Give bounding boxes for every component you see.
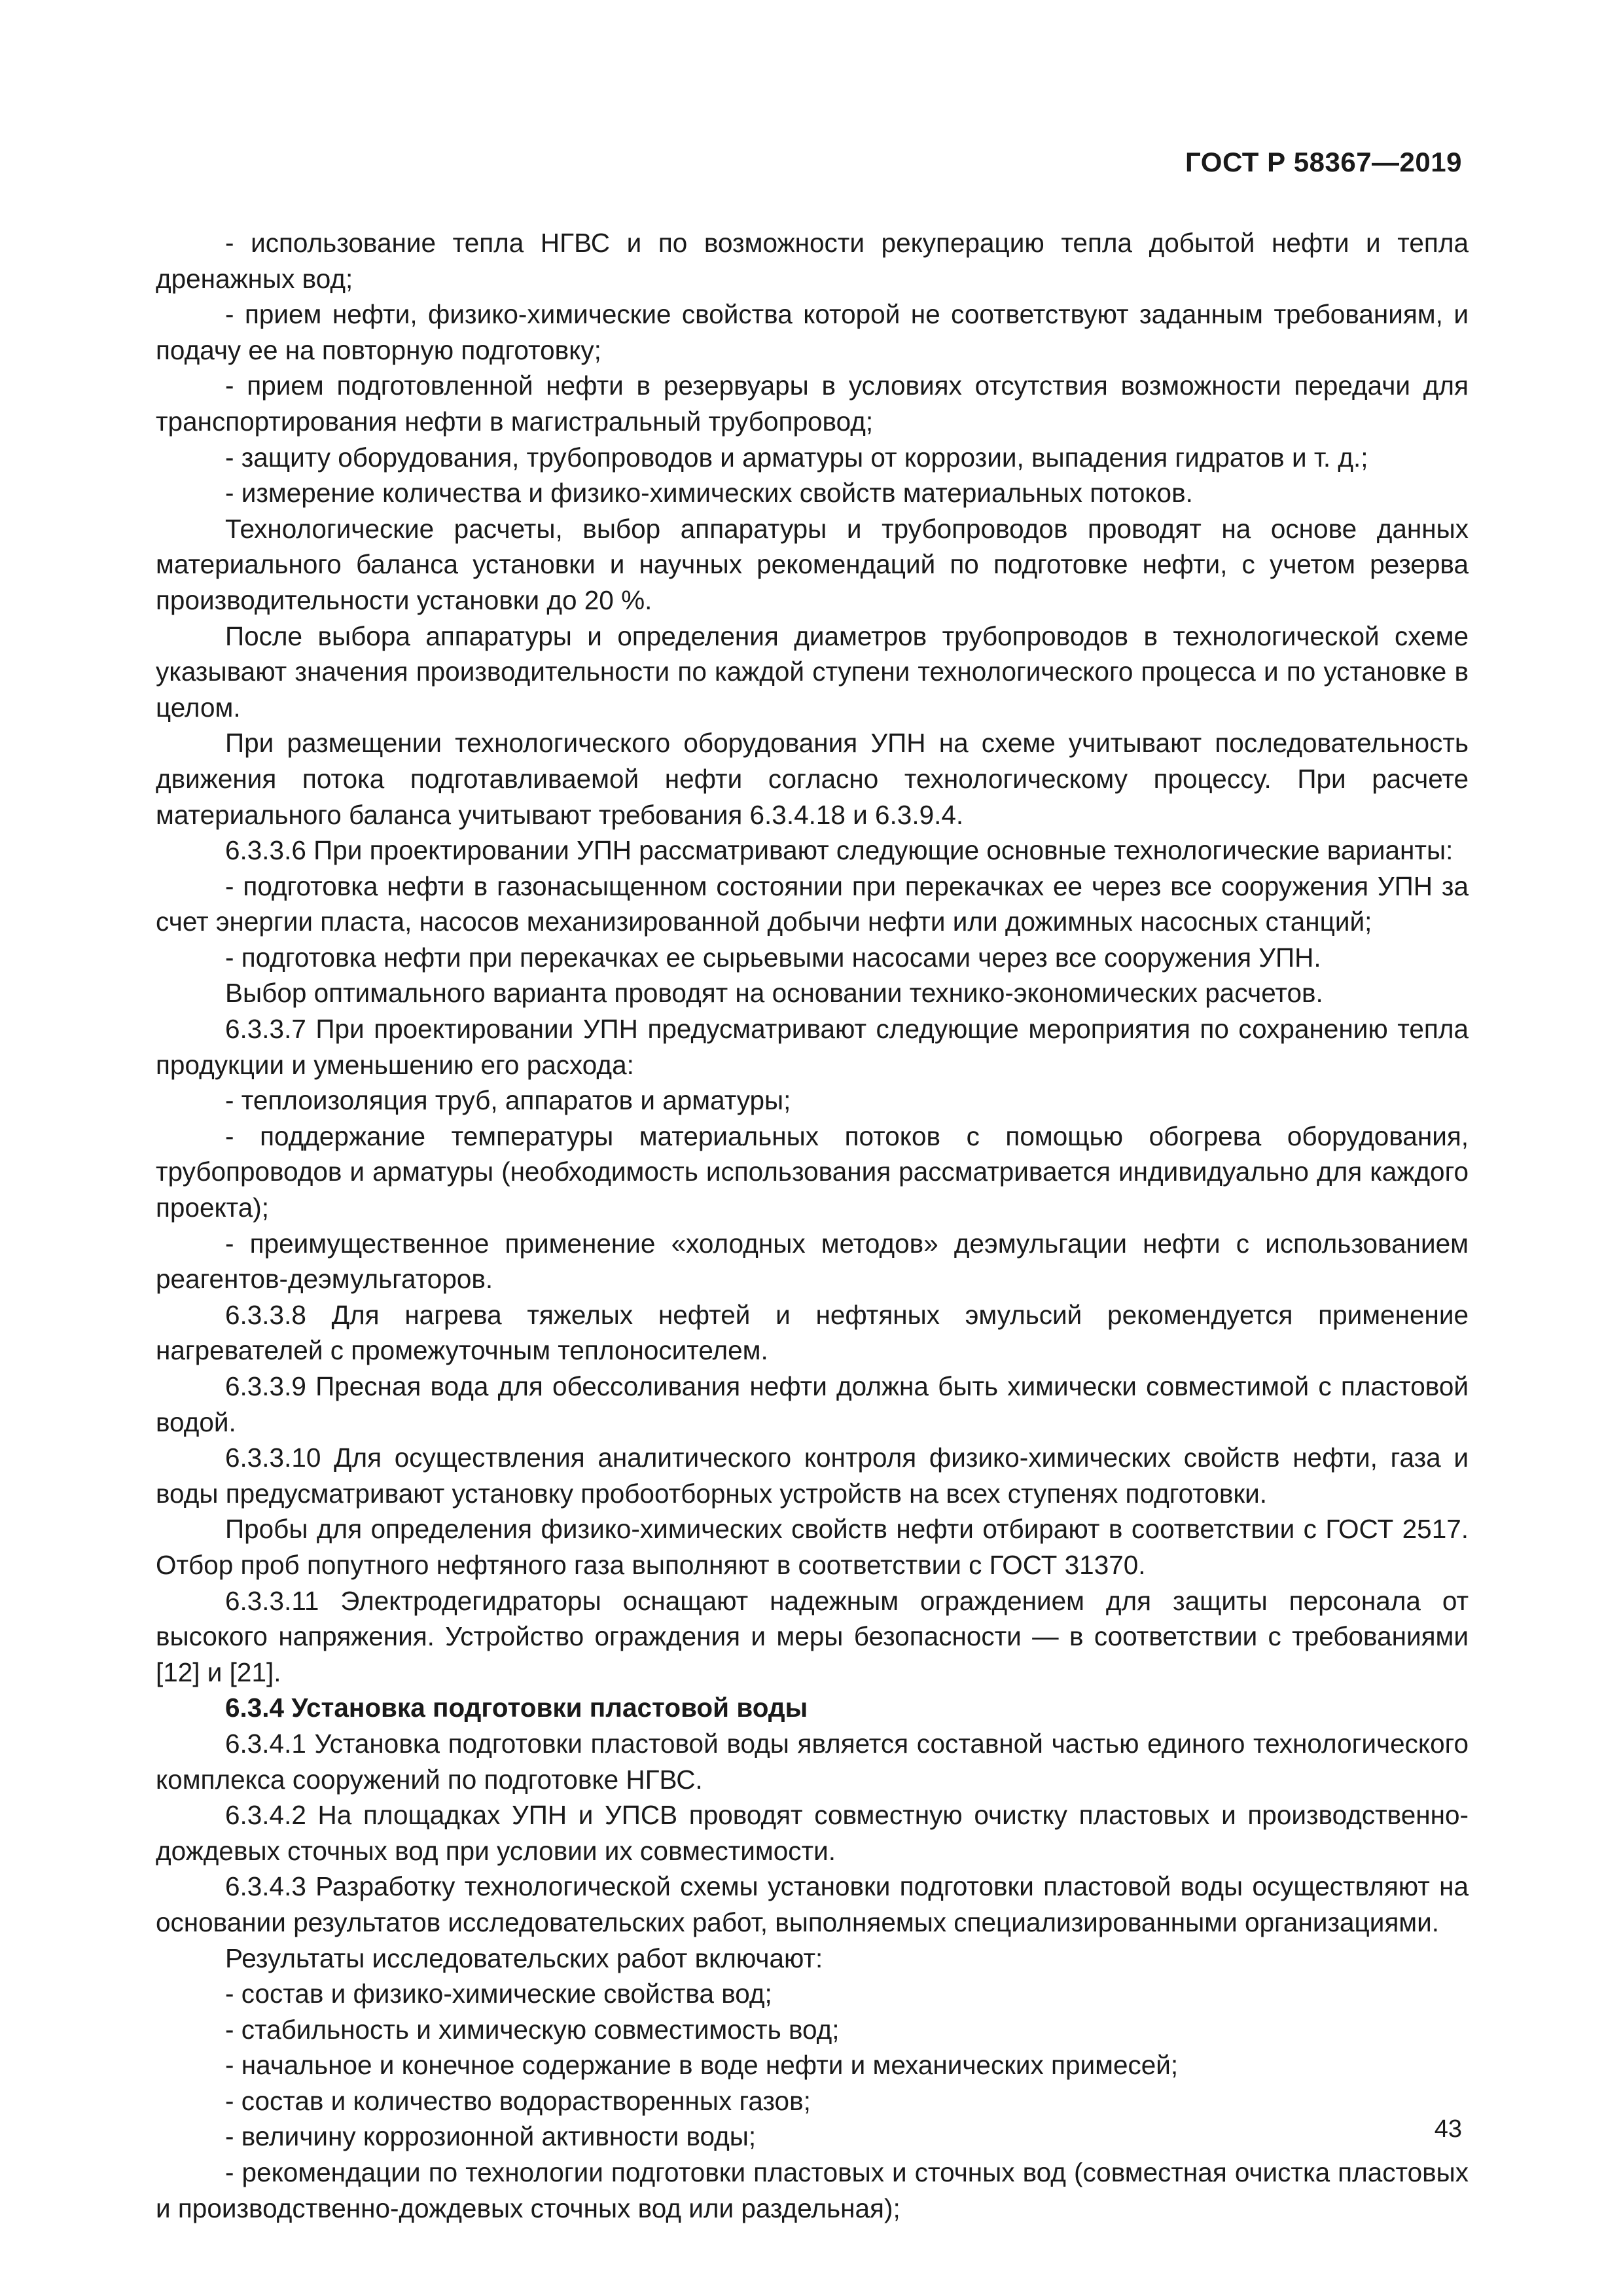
clause-6-3-4-3: 6.3.4.3 Разработку технологической схемы установки подготовки пластовой воды осуществляют на основании результатов исследовательских работ, выполняемых специализированными организациями. — [156, 1871, 1469, 1937]
document-body — [156, 225, 1469, 2226]
paragraph: При размещении технологического оборудования УПН на схеме учитывают последовательность движения потока подготавливаемой нефти согласно технологическому процессу. При расчете материального баланса учитывают требования 6.3.4.18 и 6.3.9.4. — [156, 728, 1469, 830]
clause-6-3-3-7: 6.3.3.7 При проектировании УПН предусматривают следующие мероприятия по сохранению тепла продукции и уменьшению его расхода: — [156, 1014, 1469, 1080]
paragraph: Выбор оптимального варианта проводят на основании технико-экономических расчетов. — [225, 978, 1323, 1009]
list-item: - подготовка нефти при перекачках ее сырьевыми насосами через все сооружения УПН. — [225, 942, 1321, 973]
paragraph: После выбора аппаратуры и определения диаметров трубопроводов в технологической схеме указывают значения производительности по каждой ступени технологического процесса и по установке в целом. — [156, 620, 1469, 723]
list-item: - теплоизоляция труб, аппаратов и арматуры; — [225, 1085, 791, 1116]
section-heading: 6.3.4 Установка подготовки пластовой воды — [225, 1693, 808, 1723]
list-item: - рекомендации по технологии подготовки пластовых и сточных вод (совместная очистка пластовых и производственно-дождевых сточных вод или раздельная); — [156, 2157, 1469, 2223]
paragraph: Пробы для определения физико-химических свойств нефти отбирают в соответствии с ГОСТ 2517. Отбор проб попутного нефтяного газа выполняют в соответствии с ГОСТ 31370. — [156, 1514, 1469, 1580]
list-item: - величину коррозионной активности воды; — [225, 2121, 757, 2152]
clause-6-3-3-11: 6.3.3.11 Электродегидраторы оснащают надежным ограждением для защиты персонала от высокого напряжения. Устройство ограждения и меры безопасности — в соответствии с требованиями [12] и [21]. — [156, 1585, 1469, 1687]
clause-6-3-3-8: 6.3.3.8 Для нагрева тяжелых нефтей и нефтяных эмульсий рекомендуется применение нагревателей с промежуточным теплоносителем. — [156, 1299, 1469, 1366]
paragraph: Результаты исследовательских работ включают: — [225, 1943, 823, 1973]
list-item: - состав и физико-химические свойства вод; — [225, 1979, 772, 2009]
list-item: - начальное и конечное содержание в воде нефти и механических примесей; — [225, 2050, 1179, 2081]
list-item: - прием подготовленной нефти в резервуары в условиях отсутствия возможности передачи для транспортирования нефти в магистральный трубопровод; — [156, 370, 1469, 437]
list-item: - прием нефти, физико-химические свойства которой не соответствуют заданным требованиям, и подачу ее на повторную подготовку; — [156, 299, 1469, 365]
clause-6-3-3-9: 6.3.3.9 Пресная вода для обессоливания нефти должна быть химически совместимой с пластовой водой. — [156, 1371, 1469, 1437]
document-code-header: ГОСТ Р 58367—2019 — [1185, 147, 1462, 177]
list-item: - преимущественное применение «холодных методов» деэмульгации нефти с использованием реагентов-деэмульгаторов. — [156, 1228, 1469, 1295]
list-item: - измерение количества и физико-химических свойств материальных потоков. — [225, 478, 1193, 509]
list-item: - подготовка нефти в газонасыщенном состоянии при перекачках ее через все сооружения УПН за счет энергии пласта, насосов механизированной добычи нефти или дожимных насосных станций; — [156, 870, 1469, 937]
clause-6-3-4-1: 6.3.4.1 Установка подготовки пластовой воды является составной частью единого технологического комплекса сооружений по подготовке НГВС. — [156, 1728, 1469, 1795]
paragraph: Технологические расчеты, выбор аппаратуры и трубопроводов проводят на основе данных материального баланса установки и научных рекомендаций по подготовке нефти, с учетом резерва производительности установки до 20 %. — [156, 513, 1469, 615]
clause-6-3-3-10: 6.3.3.10 Для осуществления аналитического контроля физико-химических свойств нефти, газа и воды предусматривают установку пробоотборных устройств на всех ступенях подготовки. — [156, 1443, 1469, 1509]
list-item: - поддержание температуры материальных потоков с помощью обогрева оборудования, трубопроводов и арматуры (необходимость использования рассматривается индивидуально для каждого проекта); — [156, 1121, 1469, 1223]
clause-6-3-3-6: 6.3.3.6 При проектировании УПН рассматривают следующие основные технологические варианты: — [225, 835, 1454, 866]
page-number: 43 — [1434, 2115, 1462, 2143]
clause-6-3-4-2: 6.3.4.2 На площадках УПН и УПСВ проводят совместную очистку пластовых и производственно-дождевых сточных вод при условии их совместимости. — [156, 1800, 1469, 1866]
list-item: - использование тепла НГВС и по возможности рекуперацию тепла добытой нефти и тепла дренажных вод; — [156, 228, 1469, 294]
list-item: - стабильность и химическую совместимость вод; — [225, 2014, 840, 2045]
list-item: - состав и количество водорастворенных газов; — [225, 2085, 811, 2116]
list-item: - защиту оборудования, трубопроводов и арматуры от коррозии, выпадения гидратов и т. д.; — [225, 442, 1368, 473]
